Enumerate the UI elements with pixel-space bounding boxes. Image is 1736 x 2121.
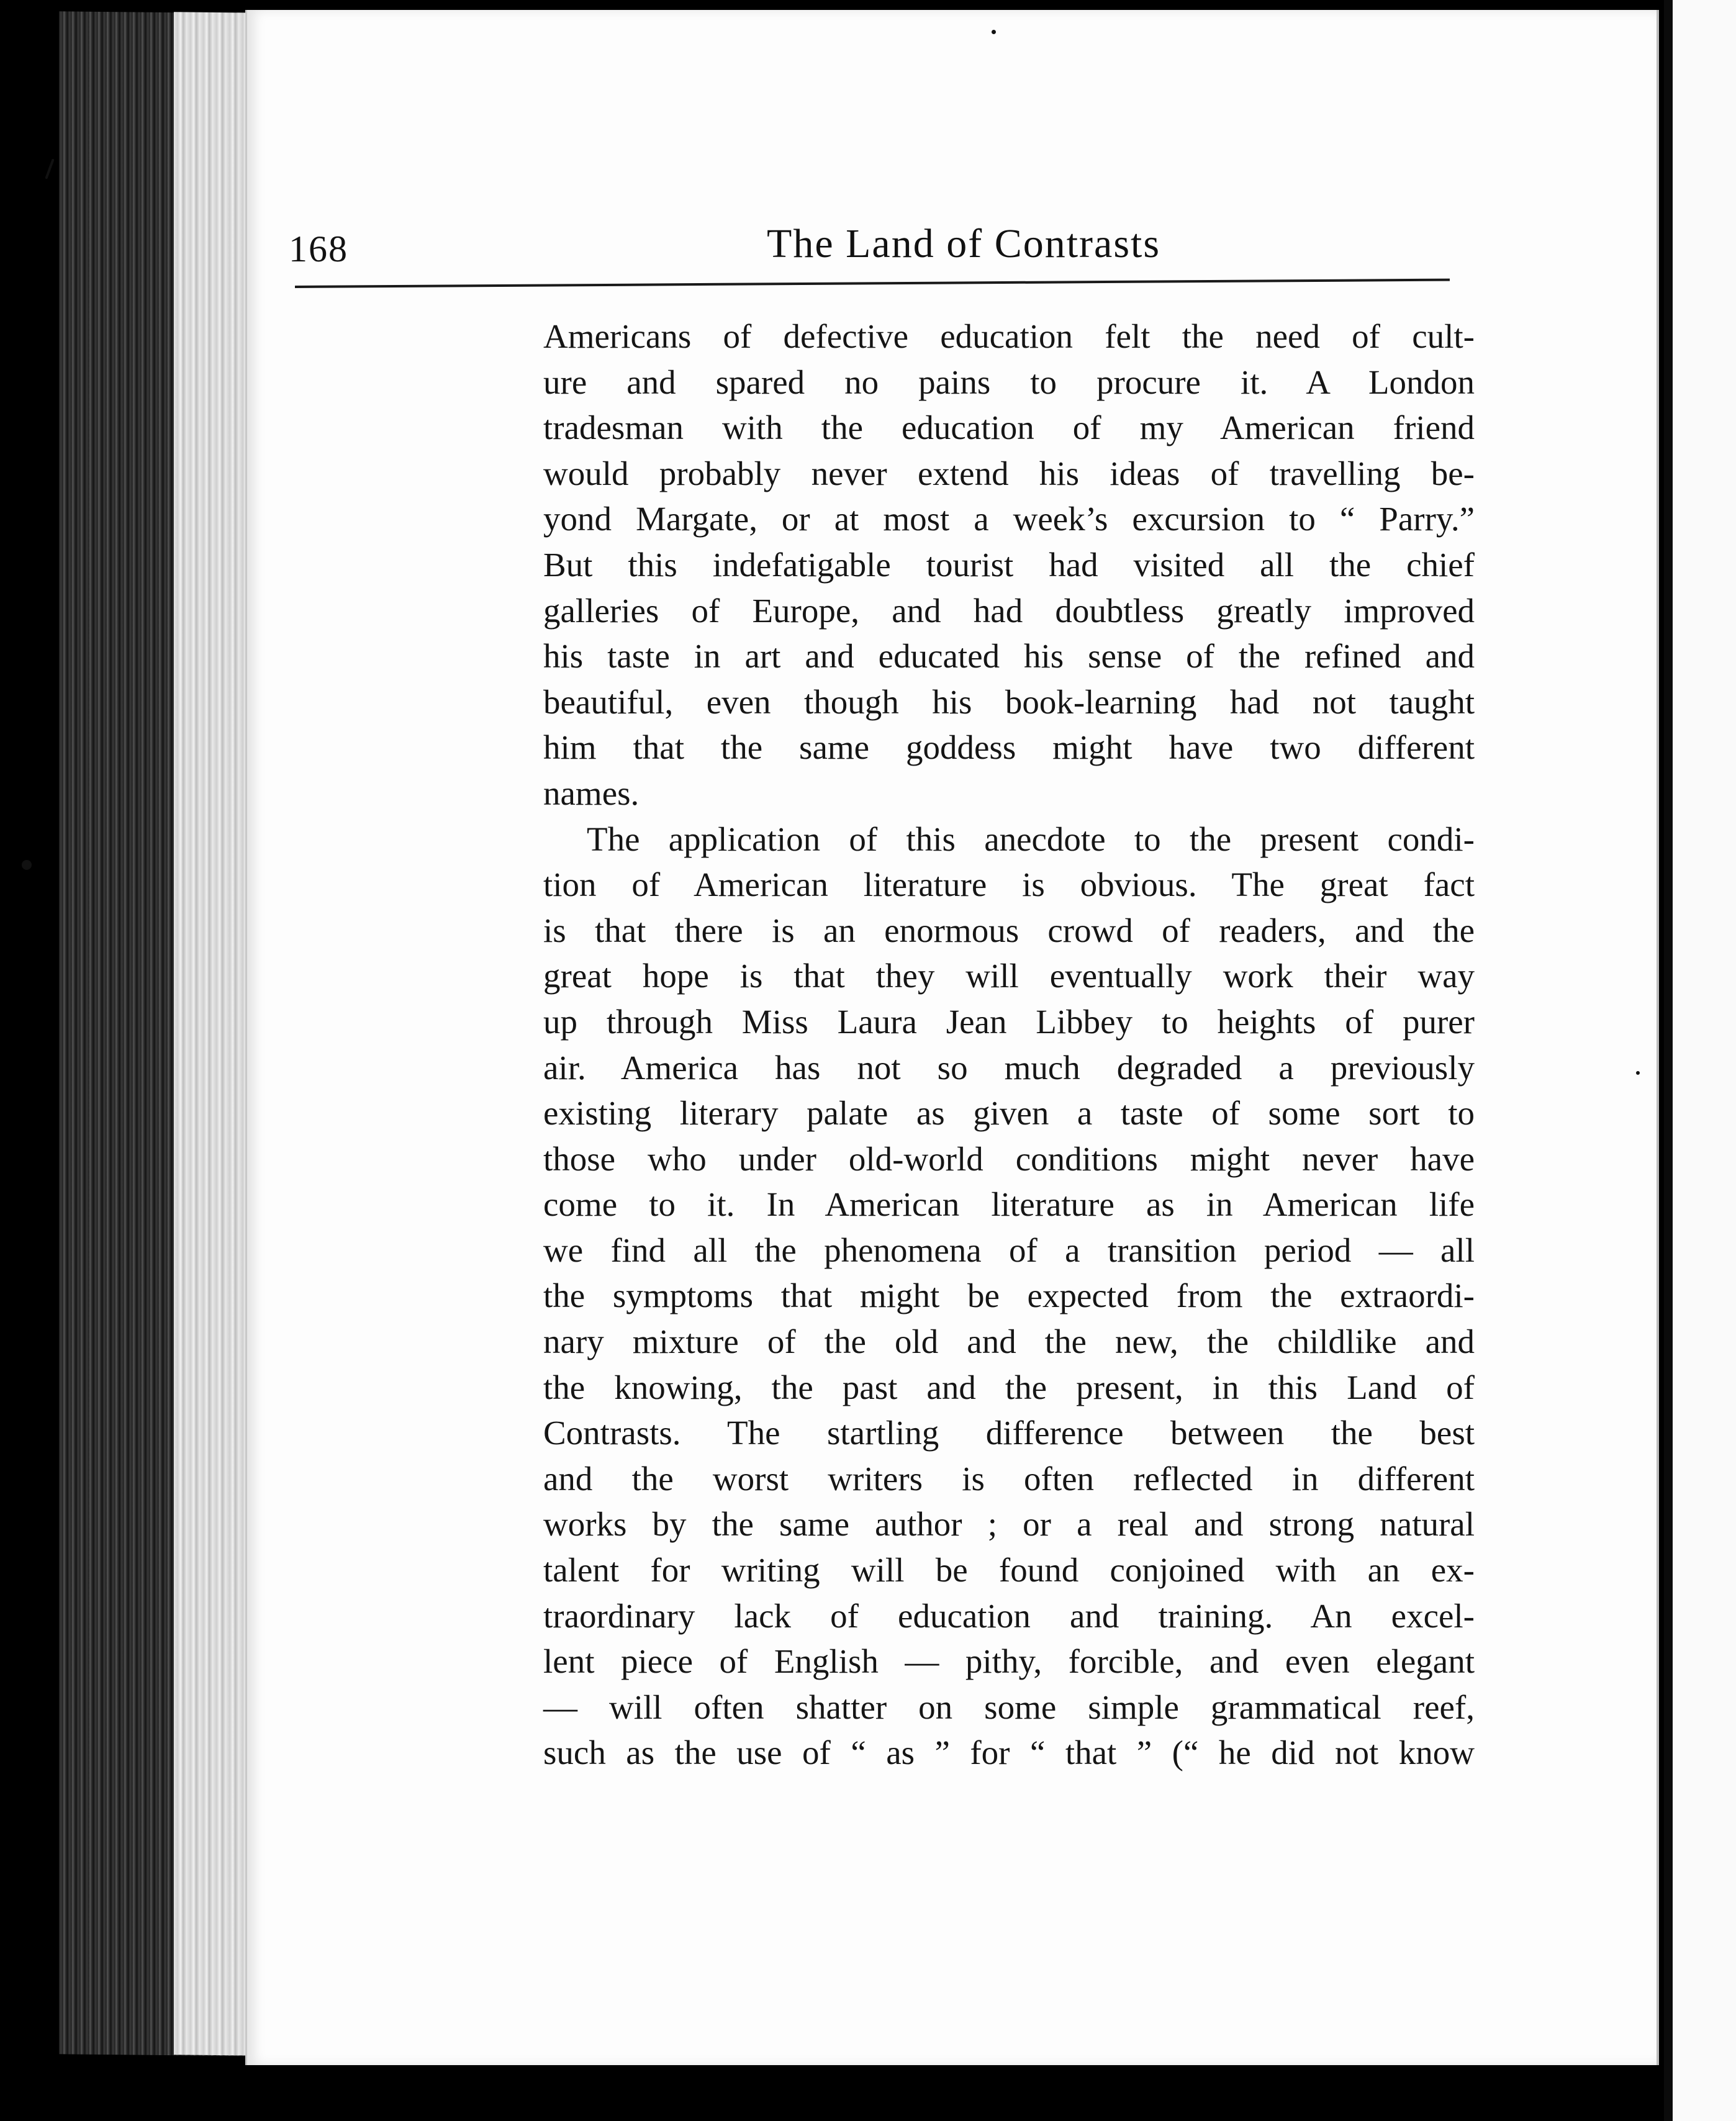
text-line: Americans of defective education felt the need of cult- — [543, 317, 1475, 355]
text-line: and the worst writers is often reflected in different — [543, 1459, 1475, 1498]
text-line: talent for writing will be found conjoined with an ex- — [543, 1551, 1475, 1590]
page-number: 168 — [289, 228, 348, 269]
scan-speck — [992, 30, 996, 34]
scan-speck — [22, 860, 32, 870]
text-line: names. — [543, 774, 640, 812]
text-line: is that there is an enormous crowd of readers, and the — [543, 911, 1475, 949]
text-line: the symptoms that might be expected from the extraordi- — [543, 1277, 1475, 1315]
text-line: beautiful, even though his book-learning had not taught — [543, 682, 1475, 721]
text-line: nary mixture of the old and the new, the childlike and — [543, 1323, 1475, 1361]
scan-speck — [45, 158, 54, 179]
text-line: existing literary palate as given a taste of some sort to — [543, 1094, 1475, 1133]
text-line: Contrasts. The startling difference between the best — [543, 1414, 1475, 1452]
text-line: air. America has not so much degraded a previously — [543, 1048, 1475, 1087]
text-line: The application of this anecdote to the present condi- — [587, 820, 1475, 858]
text-line: come to it. In American literature as in American life — [543, 1185, 1475, 1224]
text-line: But this indefatigable tourist had visited all the chief — [543, 545, 1475, 584]
text-line: yond Margate, or at most a week’s excursion to “ Parry.” — [543, 500, 1475, 538]
text-line: galleries of Europe, and had doubtless greatly improved — [543, 591, 1475, 630]
body-text — [543, 314, 1475, 1776]
text-line: his taste in art and educated his sense of the refined and — [543, 637, 1475, 676]
text-line: works by the same author ; or a real and strong natural — [543, 1505, 1475, 1544]
text-line: traordinary lack of education and training. An excel- — [543, 1596, 1475, 1635]
text-line: such as the use of “ as ” for “ that ” (“ he did not know — [543, 1734, 1475, 1772]
facing-page-edge — [1664, 0, 1736, 2121]
text-line: tradesman with the education of my American friend — [543, 409, 1475, 447]
text-line: lent piece of English — pithy, forcible, and even elegant — [543, 1642, 1475, 1681]
text-line: — will often shatter on some simple grammatical reef, — [543, 1688, 1475, 1726]
text-line: him that the same goddess might have two different — [543, 728, 1475, 767]
running-header — [289, 220, 1444, 289]
text-line: ure and spared no pains to procure it. A London — [543, 363, 1475, 401]
text-line: we find all the phenomena of a transition period — all — [543, 1231, 1475, 1269]
text-line: the knowing, the past and the present, in this Land of — [543, 1368, 1475, 1406]
text-line: up through Miss Laura Jean Libbey to heights of purer — [543, 1002, 1475, 1041]
scan-speck — [1636, 1071, 1640, 1075]
text-line: great hope is that they will eventually work their way — [543, 957, 1475, 995]
text-line: tion of American literature is obvious. The great fact — [543, 866, 1475, 904]
text-line: those who under old-world conditions might never have — [543, 1139, 1475, 1178]
text-line: would probably never extend his ideas of travelling be- — [543, 454, 1475, 492]
running-title: The Land of Contrasts — [767, 221, 1161, 266]
